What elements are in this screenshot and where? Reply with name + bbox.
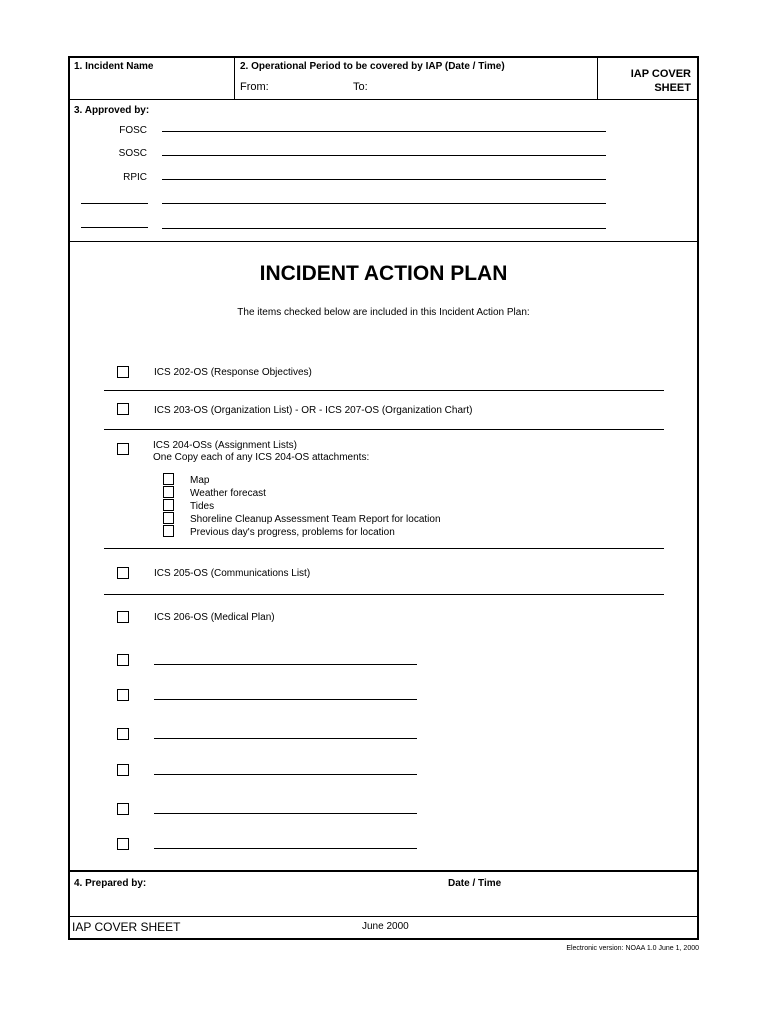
approved-by-label: 3. Approved by: xyxy=(74,105,150,116)
prepared-top-rule xyxy=(69,870,698,872)
checkbox-ics-205[interactable] xyxy=(117,567,129,579)
date-time-label: Date / Time xyxy=(448,878,502,889)
item-ics-204-attachments-note: One Copy each of any ICS 204-OS attachments: xyxy=(153,452,370,463)
extra-role-line-2[interactable] xyxy=(81,227,148,228)
form-frame xyxy=(68,56,699,940)
blank-item-line-5[interactable] xyxy=(154,813,417,814)
plan-title: INCIDENT ACTION PLAN xyxy=(259,262,508,285)
checkbox-blank-3[interactable] xyxy=(117,728,129,740)
incident-name-label: 1. Incident Name xyxy=(74,61,154,72)
rpic-signature-line[interactable] xyxy=(162,179,606,180)
cover-title-line2: SHEET xyxy=(654,82,691,94)
header-divider-1 xyxy=(234,57,235,99)
attachment-map: Map xyxy=(190,475,210,486)
checkbox-attachment-tides[interactable] xyxy=(163,499,174,511)
item-ics-204: ICS 204-OSs (Assignment Lists) xyxy=(153,440,297,451)
role-rpic: RPIC xyxy=(123,172,147,183)
checkbox-attachment-weather[interactable] xyxy=(163,486,174,498)
header-bottom-rule xyxy=(69,99,698,100)
footer-form-name: IAP COVER SHEET xyxy=(72,920,181,934)
header-divider-2 xyxy=(597,57,598,99)
incident-name-field[interactable] xyxy=(70,74,232,98)
blank-item-line-2[interactable] xyxy=(154,699,417,700)
item-divider-2 xyxy=(104,429,664,430)
fosc-signature-line[interactable] xyxy=(162,131,606,132)
role-fosc: FOSC xyxy=(119,125,147,136)
extra-signature-line-2[interactable] xyxy=(162,228,606,229)
footer-top-rule xyxy=(69,916,698,917)
checkbox-ics-204[interactable] xyxy=(117,443,129,455)
to-label: To: xyxy=(353,81,368,93)
attachment-tides: Tides xyxy=(190,501,215,512)
blank-item-line-6[interactable] xyxy=(154,848,417,849)
item-divider-4 xyxy=(104,594,664,595)
from-label: From: xyxy=(240,81,269,93)
item-ics-203: ICS 203-OS (Organization List) - OR - ICS 207-OS (Organization Chart) xyxy=(154,405,473,416)
blank-item-line-1[interactable] xyxy=(154,664,417,665)
blank-item-line-3[interactable] xyxy=(154,738,417,739)
electronic-version-note: Electronic version: NOAA 1.0 June 1, 2000 xyxy=(566,945,699,952)
checkbox-ics-203[interactable] xyxy=(117,403,129,415)
checkbox-blank-5[interactable] xyxy=(117,803,129,815)
checkbox-attachment-map[interactable] xyxy=(163,473,174,485)
prepared-by-field[interactable] xyxy=(150,874,440,914)
plan-subtitle: The items checked below are included in this Incident Action Plan: xyxy=(237,307,530,318)
checkbox-attachment-scat[interactable] xyxy=(163,512,174,524)
prepared-by-label: 4. Prepared by: xyxy=(74,878,147,889)
checkbox-blank-2[interactable] xyxy=(117,689,129,701)
checkbox-blank-4[interactable] xyxy=(117,764,129,776)
checkbox-ics-202[interactable] xyxy=(117,366,129,378)
extra-signature-line-1[interactable] xyxy=(162,203,606,204)
operational-period-label: 2. Operational Period to be covered by IAP (Date / Time) xyxy=(240,61,505,72)
cover-title-line1: IAP COVER xyxy=(630,68,691,80)
checkbox-blank-1[interactable] xyxy=(117,654,129,666)
to-field[interactable] xyxy=(372,78,594,96)
item-divider-3 xyxy=(104,548,664,549)
item-ics-206: ICS 206-OS (Medical Plan) xyxy=(154,612,275,623)
blank-item-line-4[interactable] xyxy=(154,774,417,775)
item-ics-202: ICS 202-OS (Response Objectives) xyxy=(154,367,312,378)
attachment-progress: Previous day's progress, problems for location xyxy=(190,527,395,538)
approved-bottom-rule xyxy=(69,241,698,242)
date-time-field[interactable] xyxy=(505,874,695,914)
footer-form-date: June 2000 xyxy=(362,921,409,932)
checkbox-attachment-progress[interactable] xyxy=(163,525,174,537)
role-sosc: SOSC xyxy=(118,148,147,159)
item-divider-1 xyxy=(104,390,664,391)
from-field[interactable] xyxy=(270,78,350,96)
item-ics-205: ICS 205-OS (Communications List) xyxy=(154,568,311,579)
checkbox-ics-206[interactable] xyxy=(117,611,129,623)
attachment-scat: Shoreline Cleanup Assessment Team Report for location xyxy=(190,514,441,525)
sosc-signature-line[interactable] xyxy=(162,155,606,156)
attachment-weather: Weather forecast xyxy=(190,488,266,499)
checkbox-blank-6[interactable] xyxy=(117,838,129,850)
extra-role-line-1[interactable] xyxy=(81,203,148,204)
